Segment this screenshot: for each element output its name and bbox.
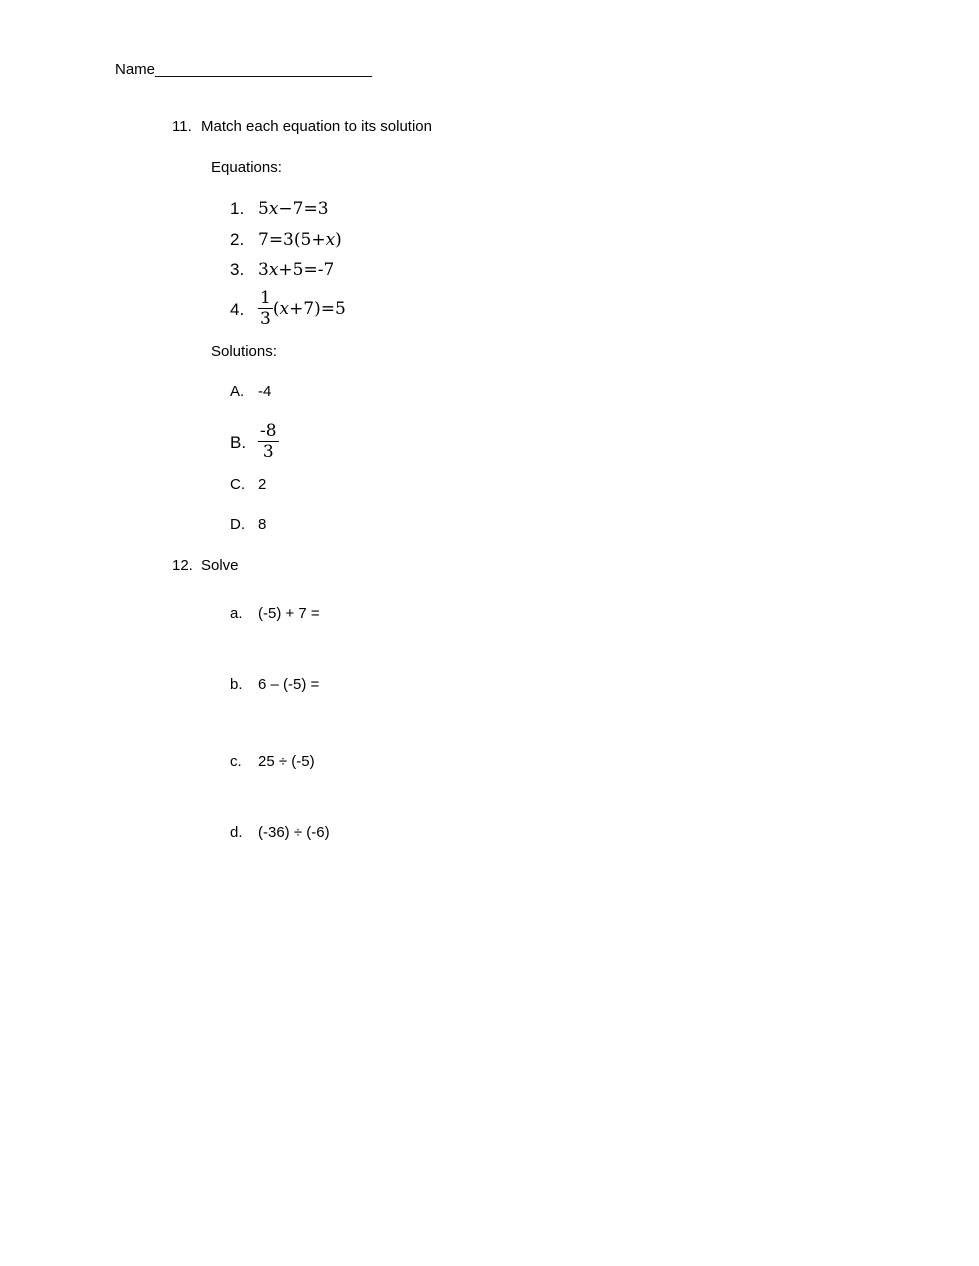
solution-value: 8 [258, 516, 267, 533]
solution-d [230, 517, 266, 532]
problem-c [230, 754, 315, 769]
equation-label: 1. [230, 199, 245, 218]
solution-value: 2 [258, 476, 267, 493]
equation-label: 3. [230, 260, 245, 279]
problem-label: a. [230, 605, 243, 622]
name-field-label: Name__________________________ [115, 61, 372, 78]
question-number: 12. [172, 557, 193, 574]
equation-label: 4. [230, 300, 245, 320]
solution-label: C. [230, 476, 245, 493]
solution-value: -4 [258, 383, 272, 400]
solution-label: B. [230, 432, 247, 452]
problem-d [230, 825, 330, 840]
question-prompt: Solve [201, 557, 239, 574]
equation-expression: 7=3(5+x) [258, 230, 342, 250]
question-prompt: Match each equation to its solution [201, 118, 432, 135]
solution-b [230, 423, 279, 461]
question-12 [172, 558, 239, 573]
problem-expression: (-5) + 7 = [258, 605, 320, 622]
fraction-negative-eight-thirds: $\frac{-8}{3}$ [260, 421, 277, 462]
equation-label: 2. [230, 230, 245, 249]
solution-label: D. [230, 516, 245, 533]
problem-a [230, 606, 320, 621]
equation-expression: 3x+5=-7 [258, 260, 335, 280]
problem-label: b. [230, 676, 243, 693]
problem-label: c. [230, 753, 242, 770]
question-11 [172, 119, 432, 134]
equation-4 [230, 290, 346, 328]
solution-label: A. [230, 383, 245, 400]
solutions-heading: Solutions: [211, 343, 277, 360]
equations-heading: Equations: [211, 159, 282, 176]
problem-expression: 6 – (-5) = [258, 676, 320, 693]
problem-expression: (-36) ÷ (-6) [258, 824, 330, 841]
equation-expression: 5x−7=3 [258, 199, 329, 219]
solution-c [230, 477, 266, 492]
equation-expression: $\frac{1}{3}$ (x+7)=5 [260, 288, 346, 329]
solution-a [230, 384, 271, 399]
problem-b [230, 677, 319, 692]
equation-2 [230, 231, 342, 249]
equation-3 [230, 261, 334, 279]
question-number: 11. [172, 118, 192, 135]
problem-expression: 25 ÷ (-5) [258, 753, 315, 770]
fraction-one-third: $\frac{1}{3}$ [260, 288, 271, 329]
equation-1 [230, 200, 329, 218]
problem-label: d. [230, 824, 243, 841]
